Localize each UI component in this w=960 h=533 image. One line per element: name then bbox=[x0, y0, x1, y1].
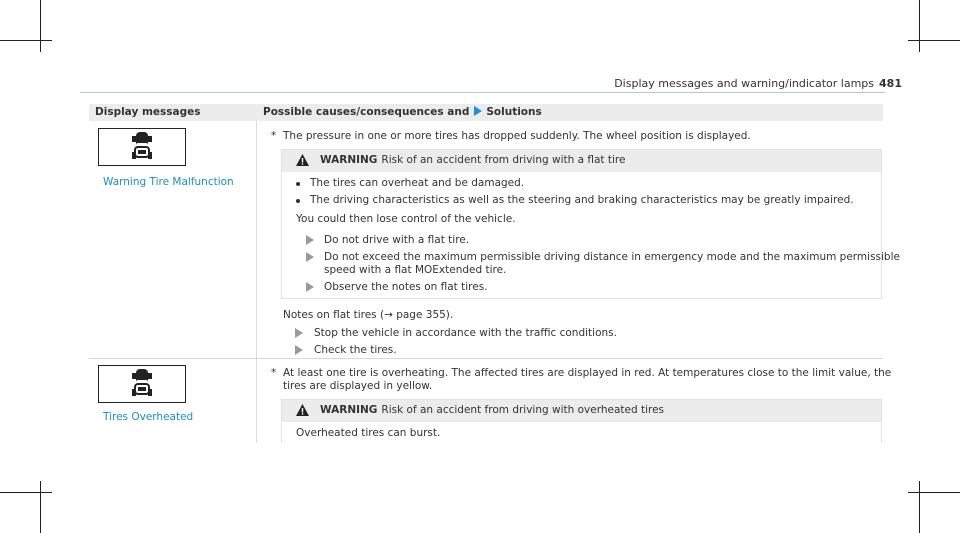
warning-box bbox=[281, 149, 900, 299]
arrow-step-icon bbox=[306, 282, 314, 292]
arrow-step-icon bbox=[306, 235, 314, 245]
warning-text: Overheated tires can burst. bbox=[296, 427, 441, 439]
header-rule bbox=[80, 92, 885, 93]
arrow-step-icon bbox=[295, 345, 303, 355]
col-header-causes-text: Possible causes/consequences and bbox=[263, 106, 470, 118]
crop-mark bbox=[0, 40, 52, 41]
message-tires-overheated: Tires Overheated bbox=[103, 411, 194, 423]
car-tire-warning-icon bbox=[129, 130, 155, 164]
bullet-text: The driving characteristics as well as the steering and braking characteristics may be greatly impaired. bbox=[310, 194, 854, 206]
warning-note: You could then lose control of the vehicle. bbox=[296, 213, 516, 225]
warning-title bbox=[320, 154, 625, 166]
arrow-step-icon bbox=[306, 252, 314, 262]
step-text-continued: speed with a flat MOExtended tire. bbox=[324, 264, 507, 276]
crop-mark bbox=[0, 492, 52, 493]
crop-mark bbox=[40, 481, 41, 533]
crop-mark bbox=[908, 492, 960, 493]
warning-box bbox=[281, 399, 882, 443]
crop-mark bbox=[908, 40, 960, 41]
bullet-icon bbox=[296, 182, 300, 186]
bullet-text: The tires can overheat and be damaged. bbox=[310, 177, 525, 189]
table-header bbox=[89, 104, 883, 121]
footnote-star: * bbox=[271, 130, 277, 142]
warning-triangle-icon bbox=[296, 154, 309, 166]
car-tire-warning-icon bbox=[129, 367, 155, 401]
warning-title-text: Risk of an accident from driving with overheated tires bbox=[381, 404, 665, 416]
tire-warning-display bbox=[98, 128, 186, 166]
crop-mark bbox=[919, 481, 920, 533]
crop-mark bbox=[40, 0, 41, 52]
cause-text-continued: tires are displayed in yellow. bbox=[283, 380, 433, 392]
cause-text: At least one tire is overheating. The affected tires are displayed in red. At temperatures close to the limit value, the bbox=[283, 367, 892, 379]
section-title: Display messages and warning/indicator lamps bbox=[614, 77, 874, 90]
arrow-step-icon bbox=[295, 328, 303, 338]
column-divider bbox=[256, 359, 257, 443]
warning-keyword: WARNING bbox=[320, 154, 378, 166]
warning-keyword: WARNING bbox=[320, 404, 378, 416]
footnote-star: * bbox=[271, 367, 277, 379]
warning-triangle-icon bbox=[296, 404, 309, 416]
row-divider bbox=[89, 358, 883, 359]
cause-text: The pressure in one or more tires has dropped suddenly. The wheel position is displayed. bbox=[283, 130, 751, 142]
tire-overheated-display bbox=[98, 365, 186, 403]
step-text: Do not exceed the maximum permissible driving distance in emergency mode and the maximum permissible bbox=[324, 251, 900, 263]
column-divider bbox=[256, 121, 257, 358]
action-text: Stop the vehicle in accordance with the traffic conditions. bbox=[314, 327, 617, 339]
page-number: 481 bbox=[879, 77, 902, 90]
crop-mark bbox=[919, 0, 920, 52]
step-text: Do not drive with a flat tire. bbox=[324, 234, 470, 246]
triangle-right-icon bbox=[474, 106, 482, 116]
message-warning-tire-malfunction: Warning Tire Malfunction bbox=[103, 176, 234, 188]
notes-reference[interactable]: Notes on flat tires (→ page 355). bbox=[283, 309, 454, 321]
action-text: Check the tires. bbox=[314, 344, 397, 356]
col-header-causes bbox=[263, 106, 542, 118]
col-header-display-messages: Display messages bbox=[95, 106, 201, 118]
warning-title bbox=[320, 404, 664, 416]
warning-title-text: Risk of an accident from driving with a flat tire bbox=[381, 154, 626, 166]
step-text: Observe the notes on flat tires. bbox=[324, 281, 488, 293]
bullet-icon bbox=[296, 199, 300, 203]
col-header-solutions: Solutions bbox=[486, 106, 542, 118]
